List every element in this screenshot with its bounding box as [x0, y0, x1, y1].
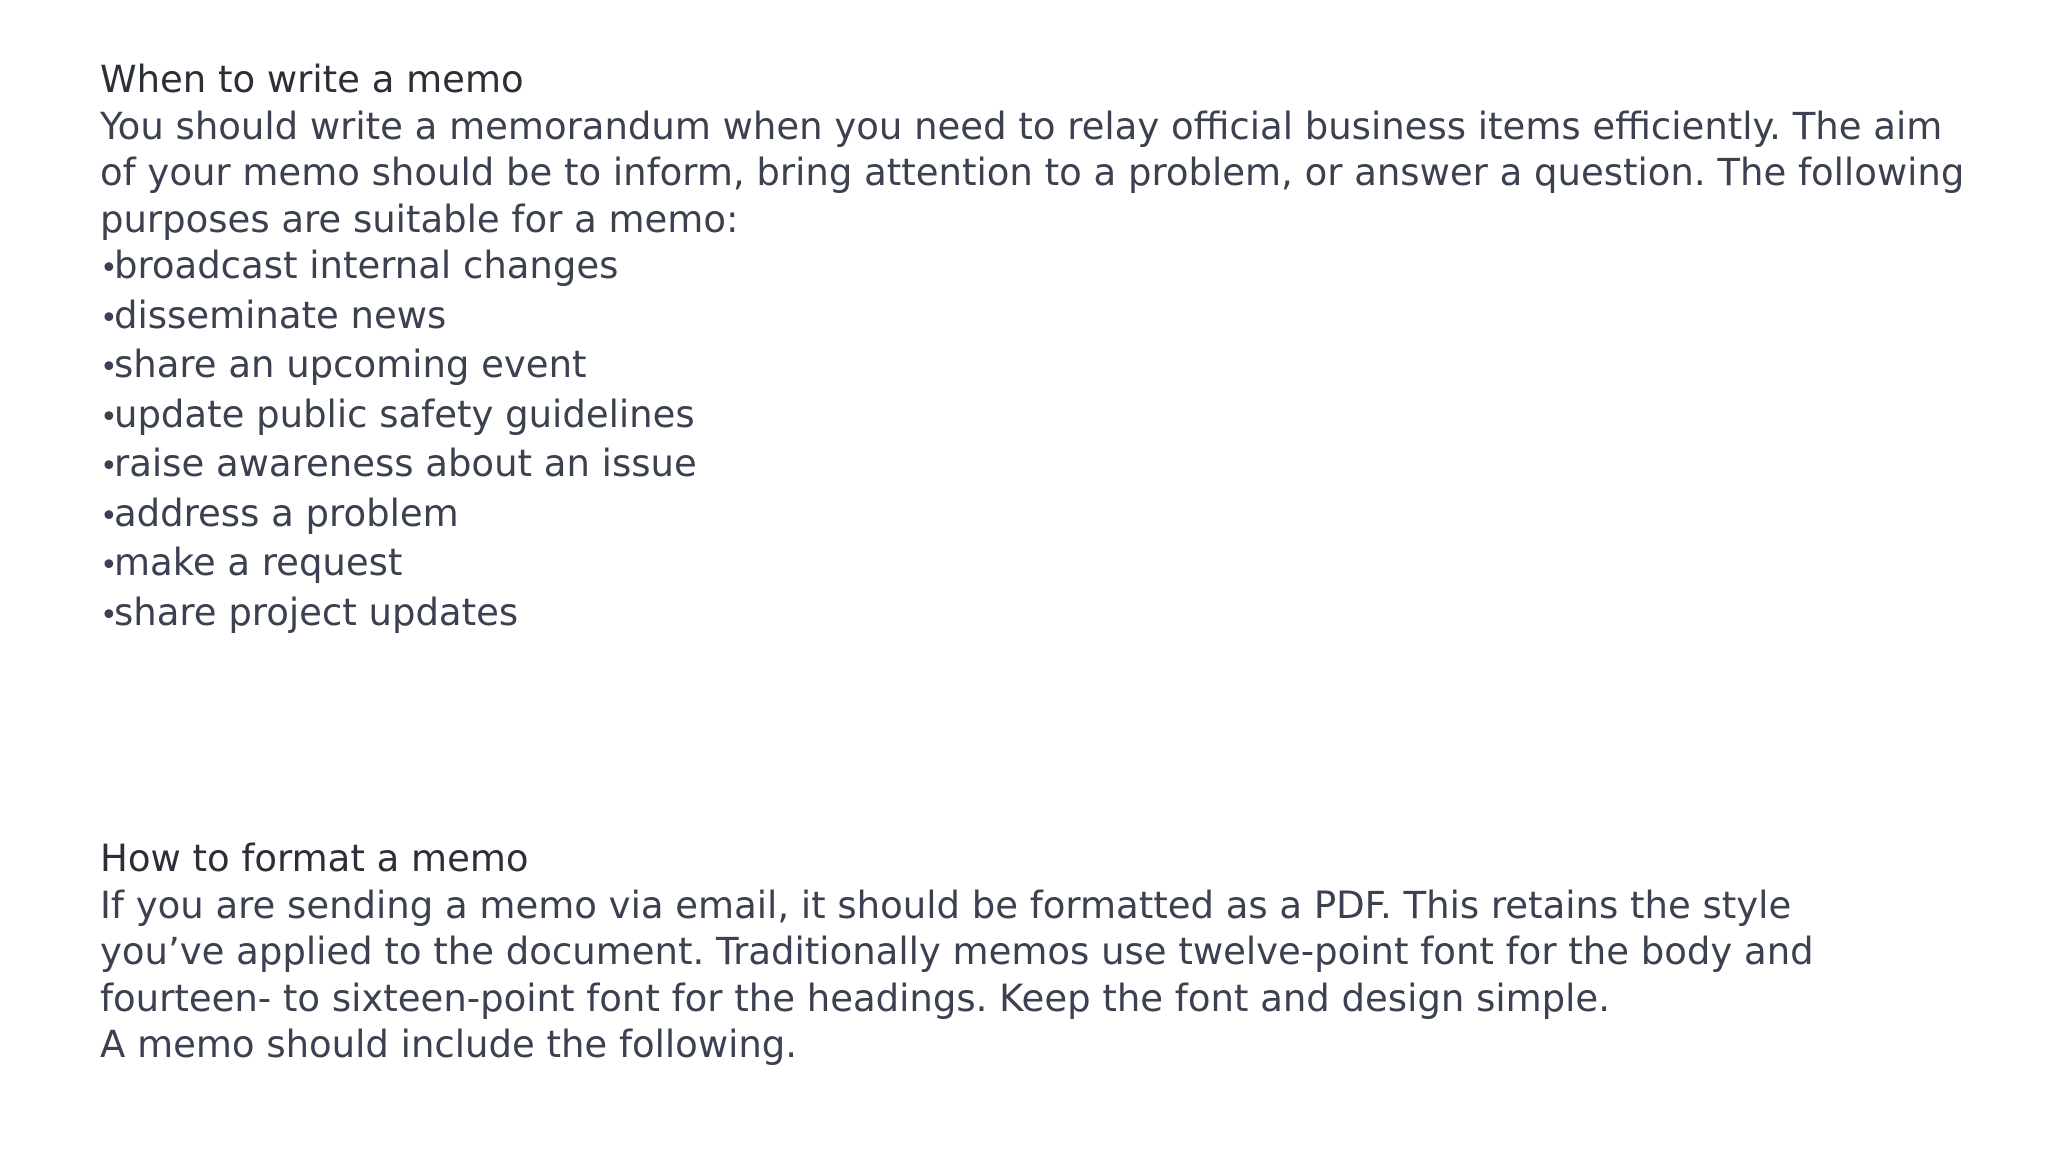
bullet-icon: •: [100, 251, 118, 286]
bullet-icon: •: [100, 597, 118, 633]
list-item: •raise awareness about an issue: [100, 441, 1980, 491]
list-item: •address a problem: [100, 491, 1980, 541]
list-item: •broadcast internal changes: [100, 243, 1980, 293]
section-how-to-format: [100, 836, 1980, 1069]
section-when-to-write: [100, 57, 1980, 639]
list-item: •update public safety guidelines: [100, 392, 1980, 442]
list-item: •share an upcoming event: [100, 342, 1980, 392]
bullet-icon: •: [100, 498, 118, 534]
paragraph-how-to-format: If you are sending a memo via email, it should be formatted as a PDF. This retains the style you’ve applied to the document. Traditionally memos use twelve-point font for the body and fourteen- to sixteen-point font for the headings. Keep the font and design simple.: [100, 883, 1814, 1020]
bullet-icon: •: [100, 449, 118, 484]
bullet-icon: •: [100, 350, 118, 385]
bullet-icon: •: [100, 399, 118, 435]
list-item: •share project updates: [100, 590, 1980, 640]
paragraph-when-to-write: You should write a memorandum when you need to relay official business items efficiently. The aim of your memo should be to inform, bring attention to a problem, or answer a question. The following purposes are suitable for a memo:: [100, 104, 1965, 241]
bullet-icon: •: [100, 300, 118, 336]
list-item: •disseminate news: [100, 293, 1980, 343]
bullet-icon: •: [100, 548, 118, 583]
paragraph-memo-includes: A memo should include the following.: [100, 1023, 798, 1066]
heading-when-to-write: When to write a memo: [100, 58, 524, 101]
purposes-list: [100, 243, 1980, 639]
heading-how-to-format: How to format a memo: [100, 837, 529, 880]
list-item: •make a request: [100, 540, 1980, 590]
